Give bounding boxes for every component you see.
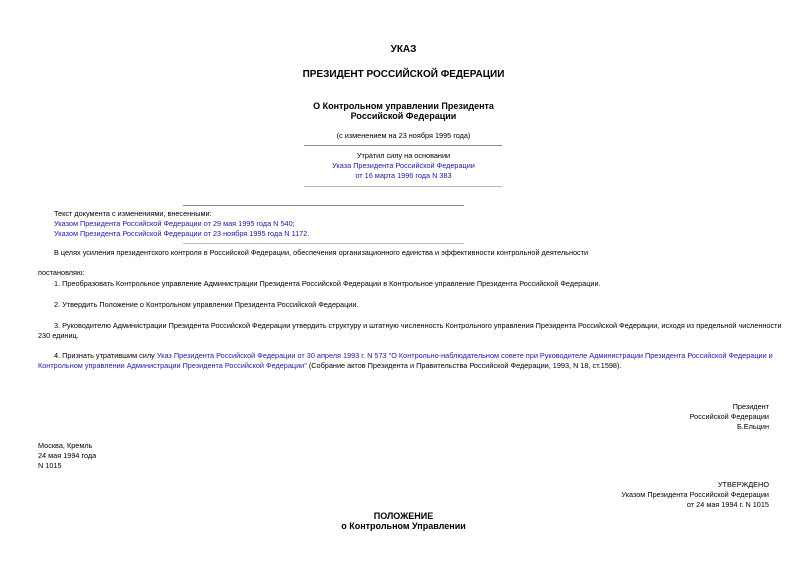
approval-line-3: от 24 мая 1994 г. N 1015 (686, 500, 769, 509)
clause-3-line-2: 230 единиц. (38, 331, 79, 340)
amendment-link-2[interactable]: Указом Президента Российской Федерации от 23 ноября 1995 года N 1172. (54, 229, 310, 238)
repeal-intro: Утратил силу на основании (356, 151, 451, 160)
document-type-title: УКАЗ (390, 44, 417, 55)
clause-2: 2. Утвердить Положение о Контрольном управлении Президента Российской Федерации. (54, 300, 359, 309)
signature-name: Б.Ельцин (736, 422, 769, 431)
repeal-link-line-1[interactable]: Указа Президента Российской Федерации (332, 161, 475, 170)
approval-line-2: Указом Президента Российской Федерации (621, 490, 769, 499)
divider (183, 205, 464, 206)
regulation-title: ПОЛОЖЕНИЕ (373, 511, 434, 521)
issuer-title: ПРЕЗИДЕНТ РОССИЙСКОЙ ФЕДЕРАЦИИ (302, 69, 505, 80)
clause-4-prefix: 4. Признать утратившим силу (54, 351, 157, 360)
subject-line-2: Российской Федерации (350, 111, 457, 121)
amendments-intro: Текст документа с изменениями, внесенными: (54, 209, 212, 218)
divider (304, 186, 502, 187)
clause-1: 1. Преобразовать Контрольное управление Администрации Президента Российской Федерации в Контрольное управление Президента Российской Федерации. (54, 279, 601, 288)
clause-4-line-2 (38, 361, 621, 370)
regulation-subtitle: о Контрольном Управлении (341, 521, 466, 531)
signing-date: 24 мая 1994 года (38, 451, 97, 460)
clause-4-link-line-2[interactable]: Контрольном управлении Администрации Президента Российской Федерации" (38, 361, 307, 370)
clause-4-line-1 (54, 351, 773, 360)
decree-number: N 1015 (38, 461, 62, 470)
amendment-note: (с изменением на 23 ноября 1995 года) (336, 131, 471, 140)
subject-line-1: О Контрольном управлении Президента (313, 101, 494, 111)
amendment-link-1[interactable]: Указом Президента Российской Федерации от 29 мая 1995 года N 540; (54, 219, 295, 228)
divider (183, 243, 464, 244)
resolves-word: постановляю: (38, 268, 85, 277)
approval-line-1: УТВЕРЖДЕНО (717, 480, 769, 489)
preamble: В целях усиления президентского контроля в Российской Федерации, обеспечения организационного единства и эффективности контрольной деятельности (54, 248, 589, 257)
repeal-link-line-2[interactable]: от 16 марта 1996 года N 383 (355, 171, 452, 180)
signature-line-2: Российской Федерации (689, 412, 769, 421)
signature-line-1: Президент (732, 402, 769, 411)
divider (304, 145, 502, 146)
place: Москва, Кремль (38, 441, 93, 450)
clause-4-link-line-1[interactable]: Указ Президента Российской Федерации от 30 апреля 1993 г. N 573 "О Контрольно-наблюдательном совете при Руководителе Администрации Президента Российской Федерации и (156, 351, 773, 360)
clause-3-line-1: 3. Руководителю Администрации Президента Российской Федерации утвердить структуру и штатную численность Контрольного управления Президента Российской Федерации, исходя из предельной численности (54, 321, 782, 330)
clause-4-suffix: (Собрание актов Президента и Правительства Российской Федерации, 1993, N 18, ст.1598). (306, 361, 622, 370)
